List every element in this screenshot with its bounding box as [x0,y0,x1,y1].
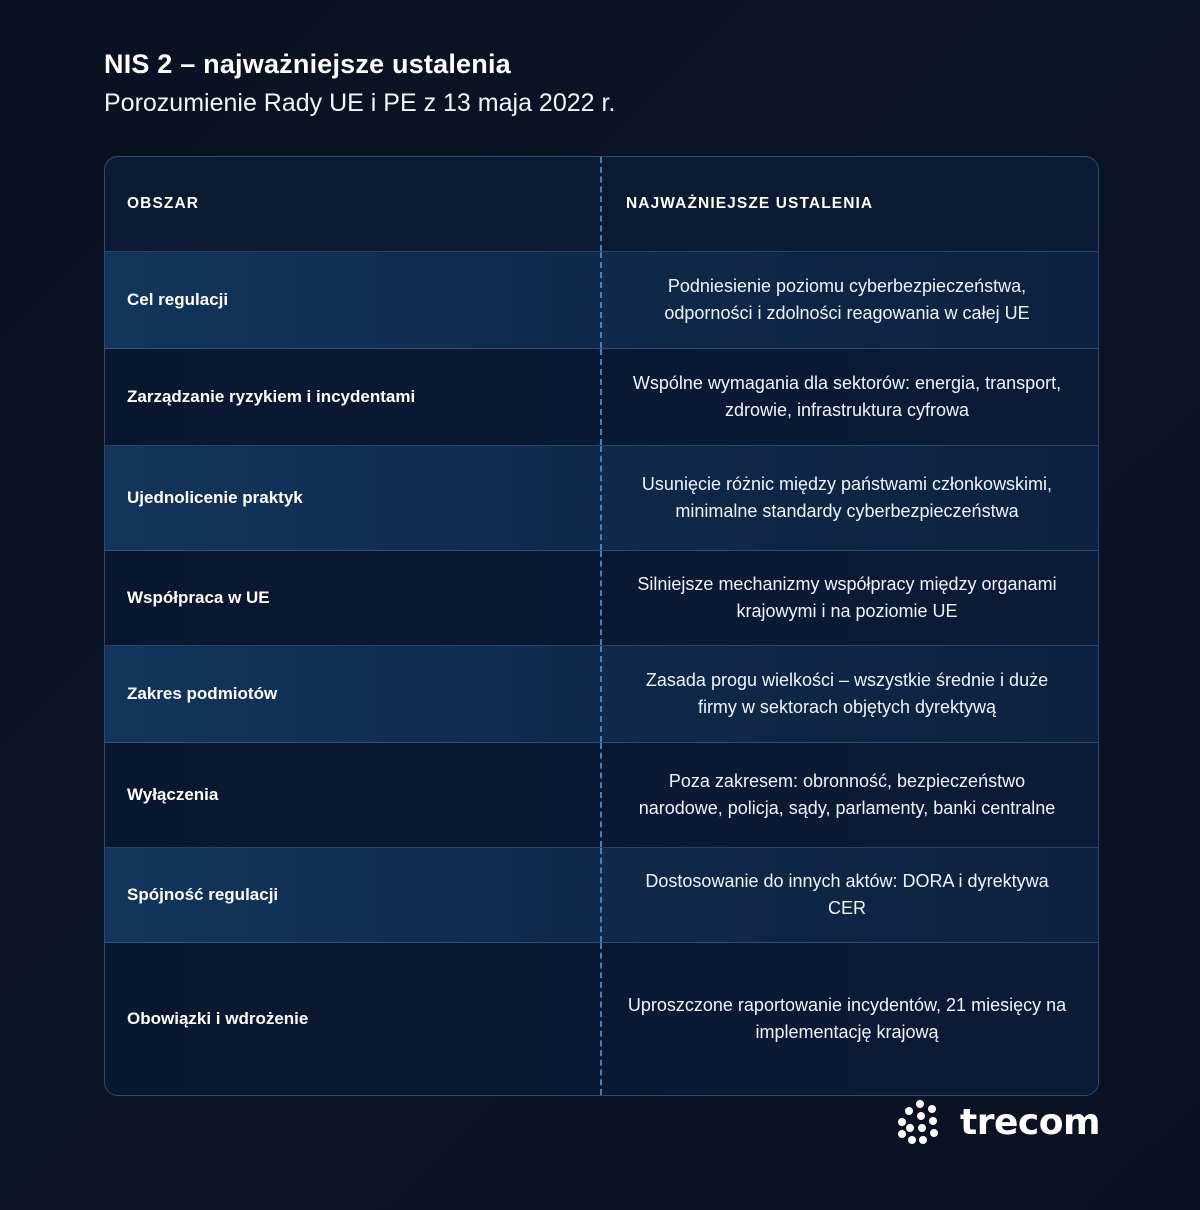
row-detail-cell [600,446,1098,550]
row-detail-cell [600,646,1098,742]
row-detail-text: Poza zakresem: obronność, bezpieczeństwo narodowe, policja, sądy, parlamenty, banki centralne [638,771,1056,818]
row-detail-text: Zasada progu wielkości – wszystkie średnie i duże firmy w sektorach objętych dyrektywą [645,670,1049,717]
row-area-cell [105,646,600,742]
header [104,48,1104,118]
table-row [105,848,1098,943]
findings-table [104,156,1099,1096]
column-header-detail: NAJWAŻNIEJSZE USTALENIA [626,195,874,212]
row-area-cell [105,551,600,645]
row-area-cell [105,349,600,445]
row-detail-cell [600,848,1098,942]
row-detail-text: Usunięcie różnic między państwami członkowskimi, minimalne standardy cyberbezpieczeństwa [641,474,1053,521]
row-detail-text: Silniejsze mechanizmy współpracy między organami krajowymi i na poziomie UE [637,574,1057,621]
row-area-label: Cel regulacji [127,289,229,309]
row-area-label: Wyłączenia [127,784,219,804]
row-area-cell [105,943,600,1095]
table-row [105,446,1098,551]
row-detail-cell [600,551,1098,645]
page-title: NIS 2 – najważniejsze ustalenia [104,49,511,79]
row-detail-text: Uproszczone raportowanie incydentów, 21 miesięcy na implementację krajową [627,995,1067,1042]
table-header-cell-area [105,157,600,251]
row-area-label: Ujednolicenie praktyk [127,487,303,507]
trecom-dots-logo-icon [898,1100,946,1144]
brand-logo [898,1100,1100,1144]
row-detail-cell [600,252,1098,348]
brand-name: trecom [960,1101,1100,1143]
row-area-cell [105,848,600,942]
row-area-label: Zakres podmiotów [127,683,278,703]
table-row [105,551,1098,646]
row-detail-cell [600,943,1098,1095]
row-detail-text: Podniesienie poziomu cyberbezpieczeństwa, odporności i zdolności reagowania w całej UE [664,276,1030,323]
column-header-area: OBSZAR [127,195,200,212]
row-area-label: Obowiązki i wdrożenie [127,1008,309,1028]
row-area-cell [105,252,600,348]
table-header-row [105,157,1098,252]
row-detail-cell [600,349,1098,445]
table-row [105,743,1098,848]
row-detail-text: Dostosowanie do innych aktów: DORA i dyrektywa CER [645,871,1049,918]
row-area-label: Zarządzanie ryzykiem i incydentami [127,386,416,406]
page-subtitle: Porozumienie Rady UE i PE z 13 maja 2022 r. [104,89,616,118]
row-detail-text: Wspólne wymagania dla sektorów: energia, transport, zdrowie, infrastruktura cyfrowa [632,373,1062,420]
table-row [105,646,1098,743]
table-row [105,349,1098,446]
table-row [105,943,1098,1095]
row-detail-cell [600,743,1098,847]
row-area-cell [105,743,600,847]
row-area-label: Współpraca w UE [127,587,270,607]
table-header-cell-detail [600,157,1098,251]
row-area-label: Spójność regulacji [127,884,279,904]
row-area-cell [105,446,600,550]
table-row [105,252,1098,349]
